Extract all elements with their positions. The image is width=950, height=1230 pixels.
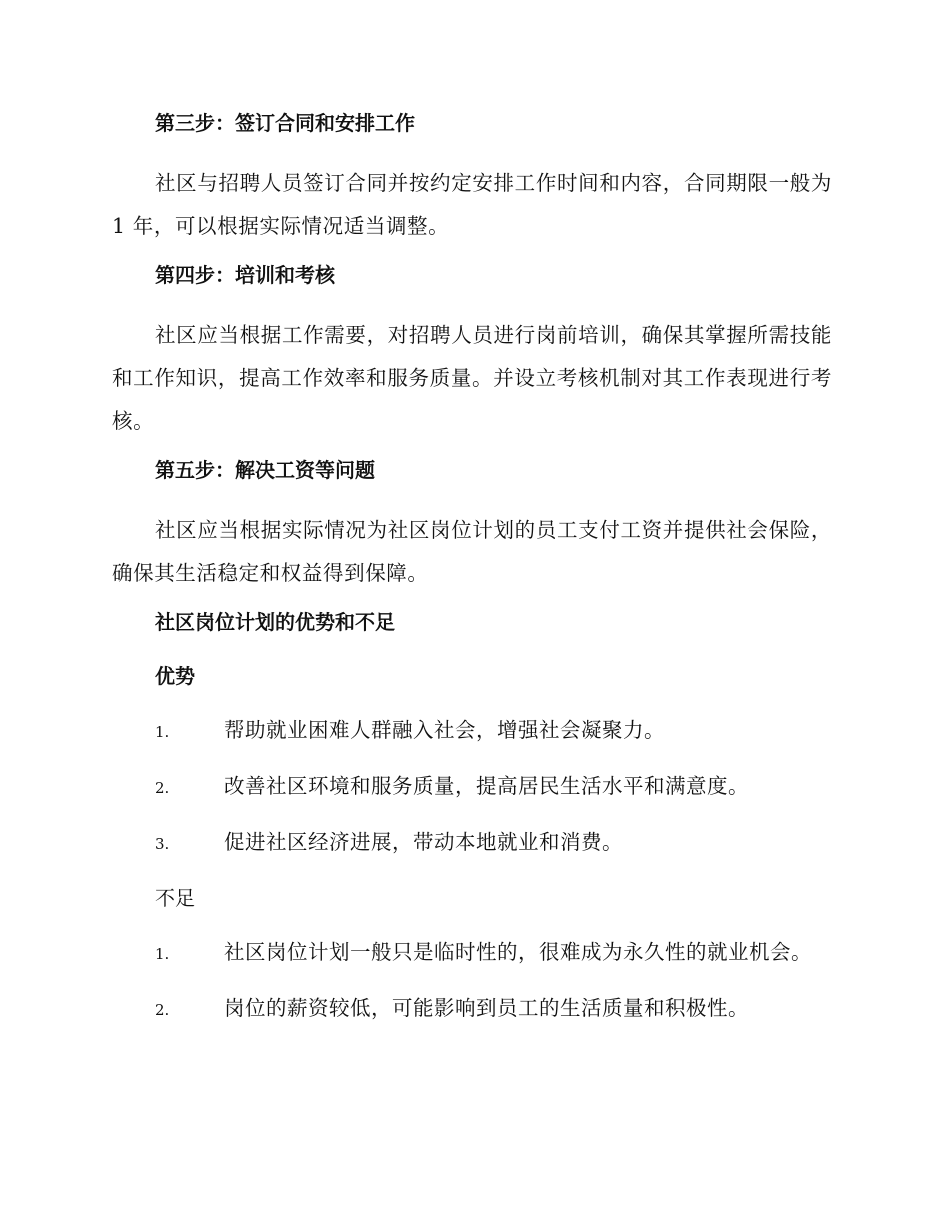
- step3-heading: 第三步：签订合同和安排工作: [155, 111, 415, 135]
- list-number: 2.: [155, 779, 170, 797]
- list-text: 帮助就业困难人群融入社会，增强社会凝聚力。: [224, 718, 665, 742]
- list-number: 3.: [155, 835, 170, 853]
- document-page: [112, 108, 832, 1049]
- list-item: [112, 715, 832, 747]
- advantages-heading: 优势: [155, 664, 195, 688]
- disadvantages-list: [112, 937, 832, 1025]
- list-item: [112, 771, 832, 803]
- list-text: 社区岗位计划一般只是临时性的，很难成为永久性的就业机会。: [224, 940, 812, 964]
- step4-paragraph: 社区应当根据工作需要，对招聘人员进行岗前培训，确保其掌握所需技能和工作知识，提高工作效率和服务质量。并设立考核机制对其工作表现进行考核。: [112, 323, 832, 433]
- list-number: 2.: [155, 1001, 170, 1019]
- list-item: [112, 937, 832, 969]
- step5-paragraph: 社区应当根据实际情况为社区岗位计划的员工支付工资并提供社会保险，确保其生活稳定和权益得到保障。: [112, 518, 832, 585]
- pros-cons-heading: 社区岗位计划的优势和不足: [155, 610, 395, 634]
- step4-heading: 第四步：培训和考核: [155, 263, 335, 287]
- step3-paragraph: 社区与招聘人员签订合同并按约定安排工作时间和内容，合同期限一般为 1 年，可以根据实际情况适当调整。: [112, 171, 832, 238]
- list-text: 改善社区环境和服务质量，提高居民生活水平和满意度。: [224, 774, 749, 798]
- list-item: [112, 827, 832, 859]
- step5-heading: 第五步：解决工资等问题: [155, 458, 375, 482]
- list-number: 1.: [155, 945, 170, 963]
- list-text: 促进社区经济进展，带动本地就业和消费。: [224, 830, 623, 854]
- list-text: 岗位的薪资较低，可能影响到员工的生活质量和积极性。: [224, 996, 749, 1020]
- disadvantages-heading: 不足: [155, 886, 195, 910]
- list-item: [112, 993, 832, 1025]
- list-number: 1.: [155, 723, 170, 741]
- advantages-list: [112, 715, 832, 859]
